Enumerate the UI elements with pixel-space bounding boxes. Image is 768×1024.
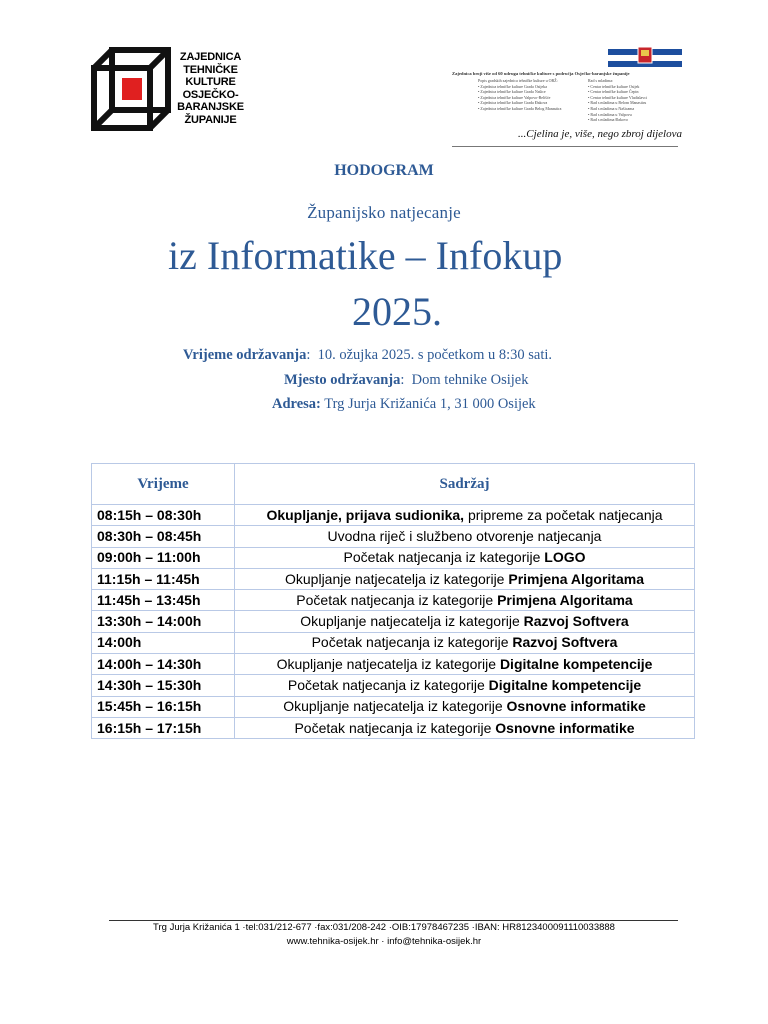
list-item: • Zajednica tehničke kulture Grada Našice — [478, 89, 546, 95]
row-time: 11:45h – 13:45h — [92, 590, 235, 611]
list-item: • Rad s mladima u Valpovu — [588, 111, 632, 117]
event-time: Vrijeme održavanja: 10. ožujka 2025. s početkom u 8:30 sati. — [183, 347, 553, 363]
row-content-text: Uvodna riječ i službeno otvorenje natjecanja — [327, 527, 602, 544]
header-list-right — [588, 78, 647, 123]
org-name-line: KULTURE — [185, 76, 236, 89]
table-row — [92, 590, 695, 611]
document-title: iz Informatike – Infokup — [168, 233, 563, 278]
document-title-year: 2025. — [352, 289, 442, 334]
table-header-row — [92, 464, 695, 505]
logo-red-square — [122, 78, 142, 100]
header-content: Sadržaj — [235, 464, 695, 505]
row-content-highlight: Osnovne informatike — [506, 698, 646, 715]
document-subtitle: Županijsko natjecanje — [307, 203, 461, 222]
row-time: 16:15h – 17:15h — [92, 717, 235, 738]
row-time: 13:30h – 14:00h — [92, 611, 235, 632]
row-content — [235, 526, 695, 547]
table-row — [92, 526, 695, 547]
schedule-table — [91, 463, 695, 739]
table-row — [92, 696, 695, 717]
list-item: • Zajednica tehničke kulture Grada Đakova — [478, 100, 548, 106]
org-name-line: ZAJEDNICA — [179, 51, 242, 63]
list-item: Rad s mladima: — [588, 78, 614, 83]
row-time: 11:15h – 11:45h — [92, 568, 235, 589]
row-content-text: Početak natjecanja iz kategorije — [287, 677, 489, 694]
list-item: • Rad s mladima Đakovo — [588, 117, 629, 123]
row-time: 08:30h – 08:45h — [92, 526, 235, 547]
row-time: 14:00h — [92, 632, 235, 653]
org-name-line: TEHNIČKE — [183, 63, 238, 76]
table-row — [92, 568, 695, 589]
table-row — [92, 632, 695, 653]
row-content-text: Početak natjecanja iz kategorije — [311, 634, 513, 651]
list-item: • Centar tehničke kulture Čepin — [588, 89, 639, 95]
table-row — [92, 654, 695, 675]
event-address-label: Adresa: — [272, 396, 321, 412]
row-content-text: Okupljanje natjecatelja iz kategorije — [283, 698, 507, 715]
event-address — [272, 396, 536, 413]
list-item: • Zajednica tehničke kulture Grada Belog Manastira — [478, 105, 562, 111]
list-item: • Rad s mladima u Našicama — [588, 105, 635, 111]
row-content-highlight: Primjena Algoritama — [497, 591, 633, 608]
org-name-line: OSJEČKO- — [182, 88, 239, 101]
footer-divider — [109, 920, 678, 921]
row-content-text: pripreme za početak natjecanja — [464, 506, 663, 523]
header-time: Vrijeme — [92, 464, 235, 505]
schedule-body — [92, 505, 695, 739]
row-time: 14:00h – 14:30h — [92, 654, 235, 675]
row-content-text: Okupljanje natjecatelja iz kategorije — [300, 613, 524, 630]
row-time: 15:45h – 16:15h — [92, 696, 235, 717]
document-label: HODOGRAM — [334, 162, 434, 179]
organization-logo-icon — [90, 46, 172, 132]
footer-contact: Trg Jurja Križanića 1 ·tel:031/212-677 ·fax:031/208-242 ·OIB:17978467235 ·IBAN: HR8123400091110033888 — [153, 922, 615, 933]
row-time: 09:00h – 11:00h — [92, 547, 235, 568]
footer-web: www.tehnika-osijek.hr · info@tehnika-osijek.hr — [286, 936, 482, 947]
row-content-highlight: Primjena Algoritama — [508, 570, 644, 587]
row-content-highlight: Okupljanje, prijava sudionika, — [266, 506, 465, 523]
row-content — [235, 505, 695, 526]
table-row — [92, 611, 695, 632]
row-content — [235, 654, 695, 675]
header-divider — [452, 146, 678, 147]
table-row — [92, 505, 695, 526]
event-time-label: Vrijeme održavanja — [183, 347, 307, 363]
list-item: • Centar tehničke kulture Osijek — [588, 83, 640, 89]
list-item: Popis gradskih zajednica tehničke kulture u OBŽ: — [478, 78, 558, 83]
table-row — [92, 675, 695, 696]
event-place-value: Dom tehnike Osijek — [411, 372, 529, 388]
row-time: 08:15h – 08:30h — [92, 505, 235, 526]
row-content-highlight: Osnovne informatike — [495, 719, 635, 736]
row-content-highlight: Digitalne kompetencije — [499, 655, 653, 672]
row-content-highlight: Razvoj Softvera — [512, 634, 618, 651]
table-row — [92, 717, 695, 738]
row-content — [235, 675, 695, 696]
row-content-text: Početak natjecanja iz kategorije — [343, 549, 545, 566]
header-intro-text: Zajednica broji više od 60 udruga tehničke kulture s područja Osječko-baranjske županije — [452, 71, 630, 76]
row-content — [235, 568, 695, 589]
row-content — [235, 611, 695, 632]
motto: ...Cjelina je, više, nego zbroj dijelova — [518, 128, 682, 140]
row-content — [235, 590, 695, 611]
org-name-line: ŽUPANIJE — [184, 113, 237, 126]
row-content — [235, 632, 695, 653]
organization-name — [173, 51, 248, 127]
table-row — [92, 547, 695, 568]
event-address-value: Trg Jurja Križanića 1, 31 000 Osijek — [324, 396, 536, 412]
row-content-highlight: Razvoj Softvera — [523, 613, 629, 630]
row-content — [235, 696, 695, 717]
org-name-line: BARANJSKE — [177, 101, 244, 114]
row-content-text: Početak natjecanja iz kategorije — [294, 719, 496, 736]
row-content — [235, 547, 695, 568]
row-content-text: Okupljanje natjecatelja iz kategorije — [276, 655, 500, 672]
list-item: • Centar tehničke kulture Vladislavci — [588, 94, 648, 100]
row-content — [235, 717, 695, 738]
event-place-label: Mjesto održavanja — [284, 372, 401, 388]
header-list-left — [478, 78, 561, 112]
row-content-text: Okupljanje natjecatelja iz kategorije — [285, 570, 509, 587]
event-place: Mjesto održavanja: Dom tehnike Osijek — [284, 372, 529, 388]
list-item: • Zajednica tehničke kulture Valpovo-Belišće — [478, 94, 551, 100]
row-content-highlight: LOGO — [544, 549, 586, 566]
county-flag-icon — [608, 47, 682, 69]
row-content-text: Početak natjecanja iz kategorije — [296, 591, 498, 608]
list-item: • Rad s mladima u Belom Manastiru — [588, 100, 647, 106]
event-time-value: 10. ožujka 2025. s početkom u 8:30 sati. — [317, 347, 553, 363]
row-time: 14:30h – 15:30h — [92, 675, 235, 696]
row-content-highlight: Digitalne kompetencije — [488, 677, 642, 694]
list-item: • Zajednica tehničke kulture Grada Osijeka — [478, 83, 548, 89]
